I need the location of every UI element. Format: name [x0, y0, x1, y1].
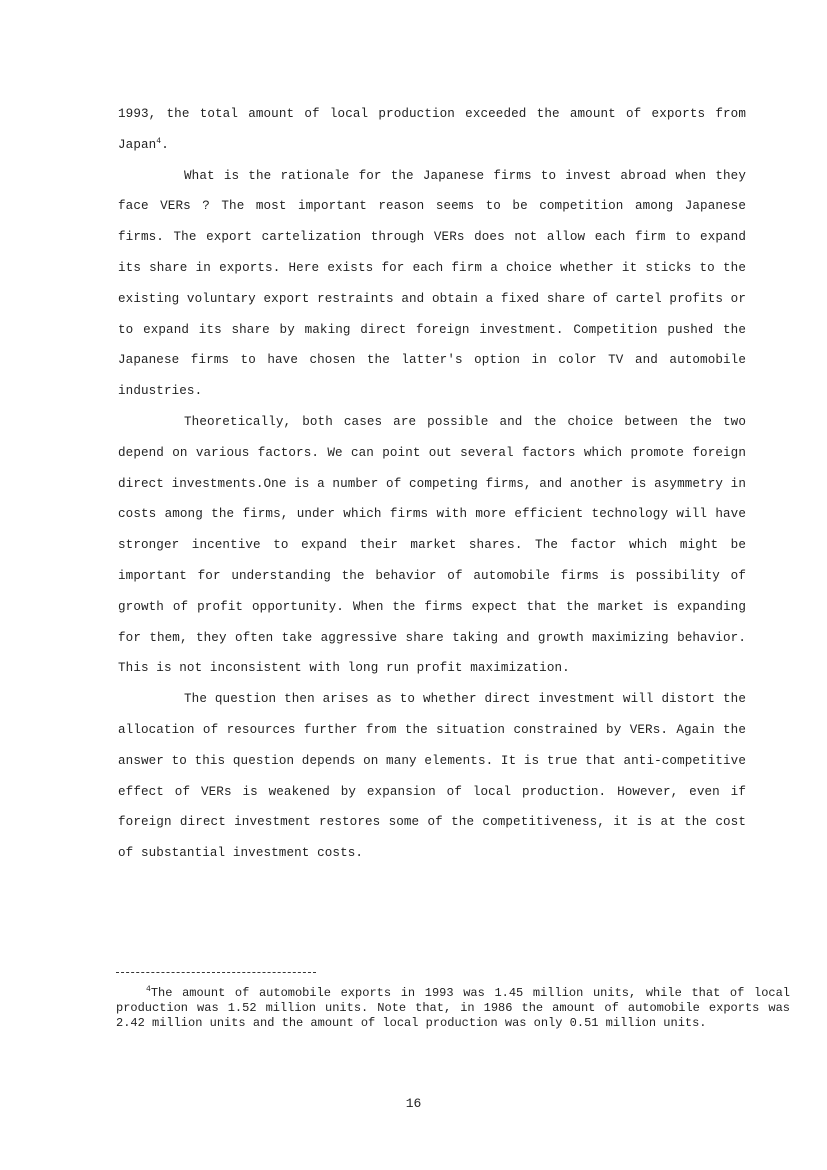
footnote-reference: 4	[156, 136, 162, 146]
footnote-text: The amount of automobile exports in 1993 was 1.45 million units, while that of local production was 1.52 million units. Note that, in 1986 the amount of automobile exports was 2.42 million units and the amount of local production was only 0.51 million units.	[116, 986, 790, 1030]
paragraph-text-end: .	[161, 137, 169, 152]
body-text	[118, 99, 746, 869]
paragraph-2: What is the rationale for the Japanese firms to invest abroad when they face VERs ? The most important reason seems to be competition among Japanese firms. The export cartelization through VERs does not allow each firm to expand its share in exports. Here exists for each firm a choice whether it sticks to the existing voluntary export restraints and obtain a fixed share of cartel profits or to expand its share by making direct foreign investment. Competition pushed the Japanese firms to have chosen the latter's option in color TV and automobile industries.	[118, 168, 746, 399]
footnote	[116, 986, 790, 1030]
footnote-separator	[116, 972, 316, 973]
paragraph-3: Theoretically, both cases are possible and the choice between the two depend on various factors. We can point out several factors which promote foreign direct investments.One is a number of competing firms, and another is asymmetry in costs among the firms, under which firms with more efficient technology will have stronger incentive to expand their market shares. The factor which might be important for understanding the behavior of automobile firms is possibility of growth of profit opportunity. When the firms expect that the market is expanding for them, they often take aggressive share taking and growth maximizing behavior. This is not inconsistent with long run profit maximization.	[118, 414, 746, 676]
page-number: 16	[405, 1096, 422, 1111]
paragraph-4: The question then arises as to whether direct investment will distort the allocation of resources further from the situation constrained by VERs. Again the answer to this question depends on many elements. It is true that anti-competitive effect of VERs is weakened by expansion of local production. However, even if foreign direct investment restores some of the competitiveness, it is at the cost of substantial investment costs.	[118, 692, 746, 861]
paragraph-1	[118, 99, 746, 161]
paragraph-text: 1993, the total amount of local production exceeded the amount of exports from Japan	[118, 107, 746, 152]
footnote-paragraph	[116, 986, 790, 1030]
footnote-marker: 4	[146, 985, 151, 994]
